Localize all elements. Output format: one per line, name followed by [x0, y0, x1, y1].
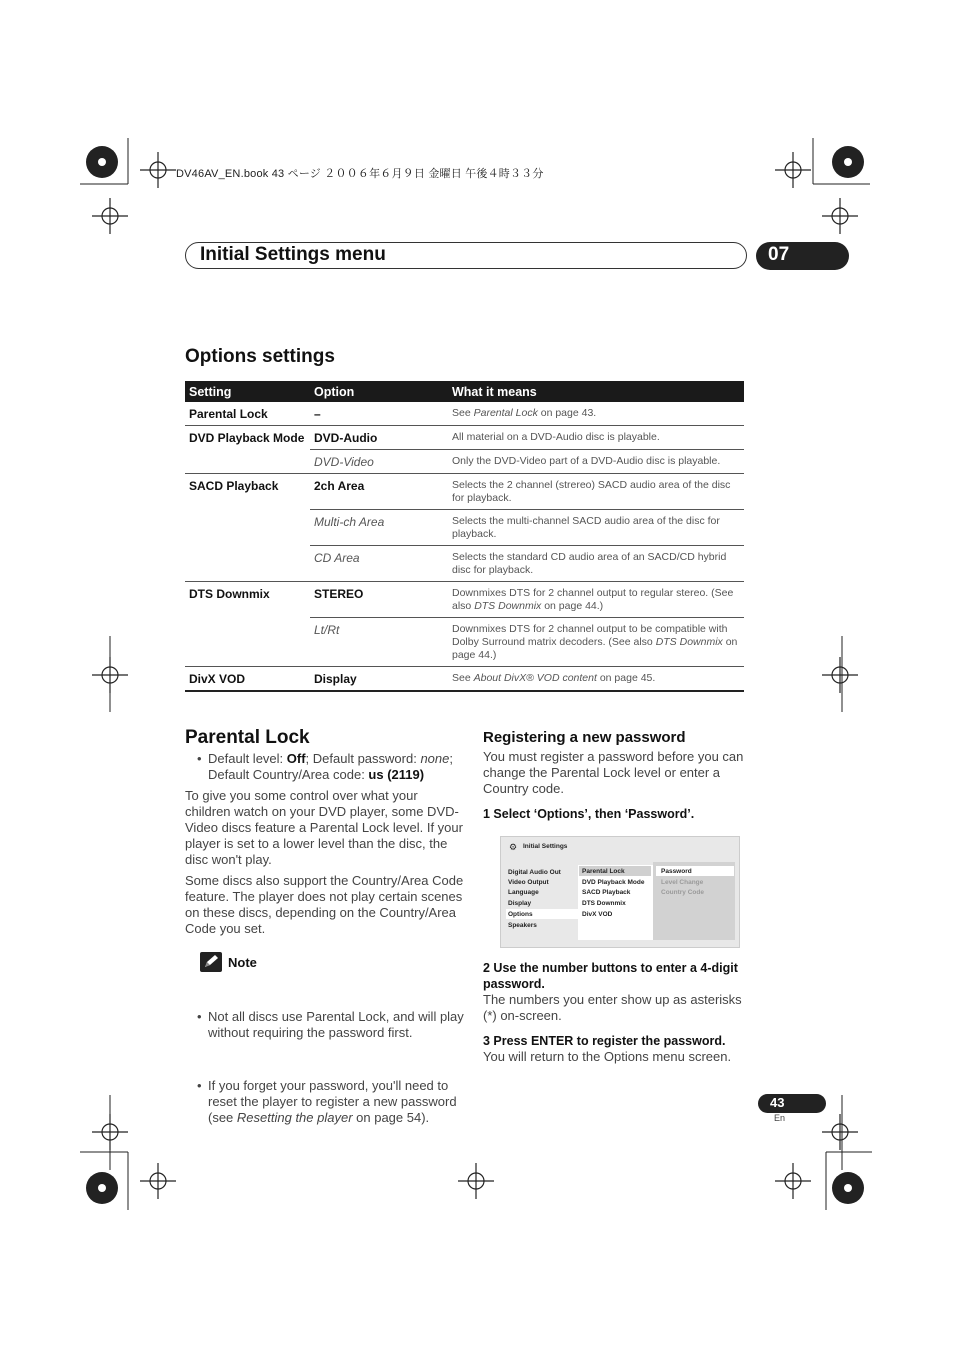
screen-left-item: Digital Audio Out [508, 869, 561, 876]
table-row [185, 402, 744, 426]
screen-left-item: Display [508, 900, 532, 907]
meaning-cell: Only the DVD-Video part of a DVD-Audio disc is playable. [448, 450, 744, 474]
chapter-number: 07 [768, 244, 790, 265]
screen-mid-item: DivX VOD [582, 911, 613, 918]
screen-mid-item: DTS Downmix [582, 900, 626, 907]
screen-left-item: Language [508, 889, 539, 896]
col-meaning: What it means [448, 381, 744, 402]
setting-cell: DVD Playback Mode [185, 426, 310, 474]
options-table [185, 381, 744, 692]
setting-cell: DTS Downmix [185, 582, 310, 667]
option-cell: CD Area [310, 546, 448, 582]
step-1: 1 Select ‘Options’, then ‘Password’. [483, 807, 695, 821]
note-pencil-icon [200, 952, 222, 972]
screen-left-item: Speakers [508, 922, 537, 929]
screen-right-item-selected: Password [661, 868, 692, 875]
option-cell: 2ch Area [310, 474, 448, 510]
parental-defaults: • Default level: Off; Default password: none; Default Country/Area code: us (2119) [194, 751, 478, 783]
register-intro: You must register a password before you can change the Parental Lock level or enter a Country code. [483, 749, 744, 796]
initial-settings-screen [500, 836, 740, 948]
option-cell: Lt/Rt [310, 618, 448, 667]
meaning-cell: See Parental Lock on page 43. [448, 402, 744, 426]
screen-mid-item-selected: Parental Lock [582, 868, 625, 875]
screen-settings-icon: ⚙ [509, 842, 518, 852]
parental-paragraph-2: Some discs also support the Country/Area Code feature. The player does not play certain scenes on these discs, depending on the Country/Area Code you set. [185, 873, 464, 936]
screen-right-item: Level Change [661, 879, 704, 886]
option-cell: Display [310, 667, 448, 692]
meaning-cell: Selects the multi-channel SACD audio area of the disc for playback. [448, 510, 744, 546]
book-header-line: DV46AV_EN.book 43 ページ ２００６年６月９日 金曜日 午後４時３３分 [176, 168, 544, 180]
parental-paragraph-1: To give you some control over what your children watch on your DVD player, some DVD-Video discs feature a Parental Lock level. If your player is set to a lower level than the disc, the disc won't play. [185, 788, 463, 867]
parental-lock-title: Parental Lock [185, 727, 310, 748]
screen-left-item-selected: Options [508, 911, 533, 918]
setting-cell: SACD Playback [185, 474, 310, 582]
screen-left-item: Video Output [508, 879, 549, 886]
meaning-cell: All material on a DVD-Audio disc is playable. [448, 426, 744, 450]
table-row [185, 667, 744, 692]
step-3: 3 Press ENTER to register the password. [483, 1034, 726, 1048]
section-title: Initial Settings menu [200, 244, 386, 265]
option-cell: DVD-Audio [310, 426, 448, 450]
meaning-cell: Selects the 2 channel (strereo) SACD audio area of the disc for playback. [448, 474, 744, 510]
screen-title: Initial Settings [523, 843, 568, 850]
options-settings-title: Options settings [185, 346, 335, 367]
register-password-title: Registering a new password [483, 729, 686, 746]
setting-cell: DivX VOD [185, 667, 310, 692]
table-header-row [185, 381, 744, 402]
meaning-cell: Selects the standard CD audio area of an SACD/CD hybrid disc for playback. [448, 546, 744, 582]
screen-mid-item: SACD Playback [582, 889, 631, 896]
note-label: Note [228, 955, 257, 970]
meaning-cell: Downmixes DTS for 2 channel output to be compatible with Dolby Surround matrix decoders. (See also DTS Downmix on page 44.) [448, 618, 744, 667]
option-cell: Multi-ch Area [310, 510, 448, 546]
step-2: 2 Use the number buttons to enter a 4-digit password. [483, 961, 738, 991]
table-row [185, 426, 744, 450]
option-cell: STEREO [310, 582, 448, 618]
language-code: En [774, 1113, 786, 1123]
setting-cell: Parental Lock [185, 402, 310, 426]
meaning-cell: Downmixes DTS for 2 channel output to regular stereo. (See also DTS Downmix on page 44.) [448, 582, 744, 618]
table-row [185, 582, 744, 618]
page-number: 43 [770, 1095, 785, 1110]
table-row [185, 474, 744, 510]
screen-right-item: Country Code [661, 889, 704, 896]
col-setting: Setting [185, 381, 310, 402]
page-number-badge [758, 1094, 826, 1113]
option-cell: – [310, 402, 448, 426]
meaning-cell: See About DivX® VOD content on page 45. [448, 667, 744, 692]
step-2-text: The numbers you enter show up as asterisks (*) on-screen. [483, 992, 742, 1023]
note-item-1: • Not all discs use Parental Lock, and will play without requiring the password first. [194, 1009, 478, 1041]
option-cell: DVD-Video [310, 450, 448, 474]
step-3-text: You will return to the Options menu screen. [483, 1049, 732, 1064]
note-item-2: • If you forget your password, you'll need to reset the player to register a new password (see Resetting the player on page 54). [194, 1078, 478, 1126]
col-option: Option [310, 381, 448, 402]
screen-mid-item: DVD Playback Mode [582, 879, 645, 886]
